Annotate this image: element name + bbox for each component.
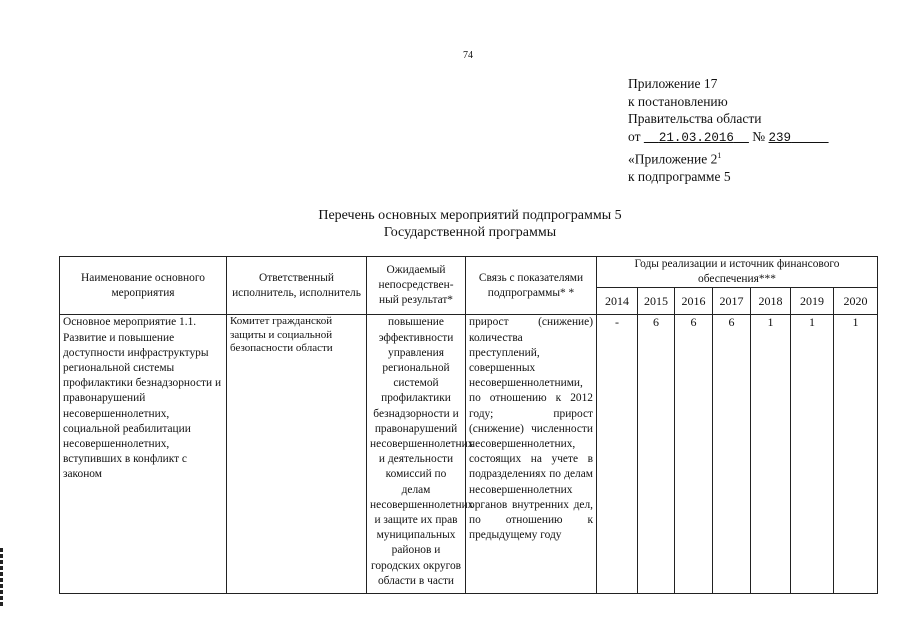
cell-value: 6 xyxy=(675,315,713,594)
cell-result: повышение эффективности управления региональной системой профилактики безнадзорности и правонарушений несовершеннолетних и деятельности комиссий по делам несовершеннолетних и защите их прав муниципальных районов и городских округов области в части xyxy=(367,315,466,594)
document-title-line-2: Государственной программы xyxy=(383,225,557,240)
annex-line-2: к постановлению xyxy=(628,93,728,109)
cell-value: 1 xyxy=(834,315,878,594)
annex-line-3: Правительства области xyxy=(628,111,762,126)
annex-from-label: от xyxy=(628,128,641,144)
table-row xyxy=(60,315,878,594)
annex-line-1: Приложение 17 xyxy=(628,76,718,91)
scan-edge-mark xyxy=(0,548,3,606)
cell-value: 1 xyxy=(791,315,834,594)
document-title xyxy=(0,207,905,241)
cell-measure-name: Основное мероприятие 1.1. Развитие и повышение доступности инфраструктуры региональной системы профилактики безнадзорности и правонарушений несовершеннолетних, социальной реабилитации несовершеннолетних, вступивших в конфликт с законом xyxy=(60,315,227,594)
header-link: Связь с показателями подпрограммы* * xyxy=(466,257,597,315)
cell-value: 6 xyxy=(713,315,751,594)
annex-number: 239 xyxy=(768,130,792,145)
annex-line-5: «Приложение $2^1$ xyxy=(628,151,722,167)
header-executor: Ответственный исполнитель, исполнитель xyxy=(227,257,367,315)
annex-num-label: № xyxy=(752,128,766,144)
header-year: 2019 xyxy=(791,288,834,315)
annex-line-5-sup: 1 xyxy=(717,151,722,160)
table-header-row xyxy=(60,257,878,288)
cell-value: 6 xyxy=(638,315,675,594)
cell-value: 1 xyxy=(751,315,791,594)
measures-table xyxy=(59,256,878,594)
cell-value: - xyxy=(597,315,638,594)
header-year: 2018 xyxy=(751,288,791,315)
annex-line-6: к подпрограмме 5 xyxy=(628,169,731,184)
annex-date-line xyxy=(628,128,829,148)
header-year: 2017 xyxy=(713,288,751,315)
cell-link: прирост (снижение) количества преступлений, совершенных несовершеннолетними, по отношению к 2012 году; прирост (снижение) численности несовершеннолетних, состоящих на учете в подразделениях по делам несовершеннолетних органов внутренних дел, по отношению к предыдущему году xyxy=(466,315,597,594)
header-result: Ожидаемый непосредствен-ный результат* xyxy=(367,257,466,315)
header-year: 2015 xyxy=(638,288,675,315)
annex-date: 21.03.2016 xyxy=(658,130,734,145)
document-title-line-1: Перечень основных мероприятий подпрограммы 5 xyxy=(318,208,622,223)
header-year: 2014 xyxy=(597,288,638,315)
header-year: 2016 xyxy=(675,288,713,315)
header-year: 2020 xyxy=(834,288,878,315)
cell-executor: Комитет гражданской защиты и социальной безопасности области xyxy=(227,315,367,594)
page-number: 74 xyxy=(463,50,473,61)
annex-block xyxy=(628,75,829,186)
header-years-group: Годы реализации и источник финансового обеспечения*** xyxy=(597,257,878,288)
header-name: Наименование основного мероприятия xyxy=(60,257,227,315)
